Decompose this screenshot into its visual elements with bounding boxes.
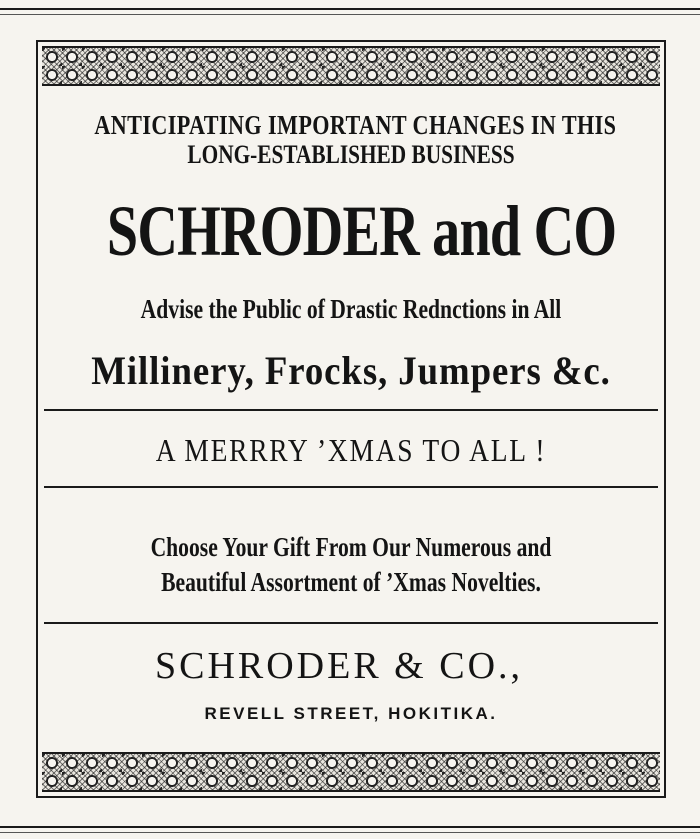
top-rule-thin [0,14,700,15]
divider-3 [44,622,658,624]
products-line: Millinery, Frocks, Jumpers &c. [91,348,611,393]
intro-line-1: ANTICIPATING IMPORTANT CHANGES IN THIS [94,110,617,140]
gift-line-2: Beautiful Assortment of ’Xmas Novelties. [161,567,541,597]
address-line: REVELL STREET, HOKITIKA. [204,704,498,723]
top-rule [0,8,700,10]
xmas-greeting: A MERRRY ’XMAS TO ALL ! [155,432,547,468]
ornamental-border-top [42,46,660,86]
signature-company: SCHRODER & CO., [154,645,524,687]
advertisement-frame [36,40,666,798]
gift-line-1: Choose Your Gift From Our Numerous and [150,532,552,562]
bottom-rule-thin [0,832,700,833]
company-name-heading: SCHRODER and CO [106,191,617,271]
intro-line-2: LONG-ESTABLISHED BUSINESS [187,140,515,169]
divider-2 [44,486,658,488]
divider-1 [44,409,658,411]
ornamental-border-bottom [42,752,660,792]
notice-line: Advise the Public of Drastic Rednctions in All [140,294,562,324]
bottom-rule [0,826,700,828]
